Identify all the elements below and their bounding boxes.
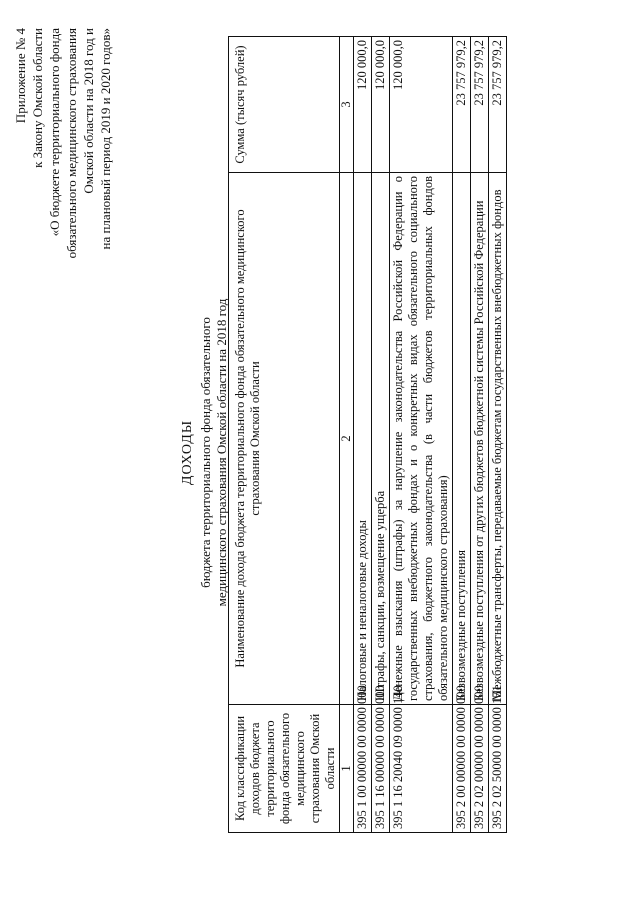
row-name: Налоговые и неналоговые доходы xyxy=(354,173,372,705)
table-row xyxy=(453,37,471,833)
column-number: 2 xyxy=(340,173,354,705)
row-code: 395 2 02 50000 00 0000 151 xyxy=(489,705,507,833)
row-sum: 23 757 979,2 xyxy=(453,37,471,173)
header-name: Наименование дохода бюджета территориального фонда обязательного медицинского страхования Омской области xyxy=(229,173,340,705)
table-header-row xyxy=(229,37,340,833)
row-code: 395 1 00 00000 00 0000 000 xyxy=(354,705,372,833)
header-code: Код классификации доходов бюджета территориального фонда обязательного медицинского страхования Омской области xyxy=(229,705,340,833)
appendix-note xyxy=(12,28,114,258)
income-table xyxy=(228,36,507,833)
row-name: Денежные взыскания (штрафы) за нарушение законодательства Российской Федерации о государственных внебюджетных фондах и о конкретных видах обязательного социального страхования, бюджетного законодательства (в части бюджетов территориальных фондов обязательного медицинского страхования) xyxy=(390,173,453,705)
table-row xyxy=(471,37,489,833)
appendix-line: к Закону Омской области xyxy=(30,28,45,168)
document-title xyxy=(178,0,230,905)
title-line: бюджета территориального фонда обязательного xyxy=(198,317,213,588)
row-code: 395 1 16 20040 09 0000 140 xyxy=(390,705,453,833)
row-sum: 23 757 979,2 xyxy=(489,37,507,173)
row-sum: 120 000,0 xyxy=(354,37,372,173)
table-row xyxy=(390,37,453,833)
row-code: 395 2 00 00000 00 0000 000 xyxy=(453,705,471,833)
row-code: 395 1 16 00000 00 0000 000 xyxy=(372,705,390,833)
row-code: 395 2 02 00000 00 0000 000 xyxy=(471,705,489,833)
appendix-line: Приложение № 4 xyxy=(13,28,28,124)
appendix-line: обязательного медицинского страхования xyxy=(64,28,79,259)
column-number: 3 xyxy=(340,37,354,173)
appendix-line: Омской области на 2018 год и xyxy=(81,28,96,194)
row-name: Безвозмездные поступления xyxy=(453,173,471,705)
appendix-line: на плановый период 2019 и 2020 годов» xyxy=(98,28,113,250)
title-main: ДОХОДЫ xyxy=(180,419,195,486)
table-row xyxy=(372,37,390,833)
row-name: Безвозмездные поступления от других бюджетов бюджетной системы Российской Федерации xyxy=(471,173,489,705)
table-row xyxy=(489,37,507,833)
row-name: Межбюджетные трансферты, передаваемые бюджетам государственных внебюджетных фондов xyxy=(489,173,507,705)
row-sum: 23 757 979,2 xyxy=(471,37,489,173)
column-number: 1 xyxy=(340,705,354,833)
title-line: медицинского страхования Омской области на 2018 год xyxy=(214,298,229,607)
appendix-line: «О бюджете территориального фонда xyxy=(47,28,62,237)
row-sum: 120 000,0 xyxy=(390,37,453,173)
row-sum: 120 000,0 xyxy=(372,37,390,173)
row-name: Штрафы, санкции, возмещение ущерба xyxy=(372,173,390,705)
header-sum: Сумма (тысяч рублей) xyxy=(229,37,340,173)
table-row xyxy=(354,37,372,833)
column-number-row xyxy=(340,37,354,833)
